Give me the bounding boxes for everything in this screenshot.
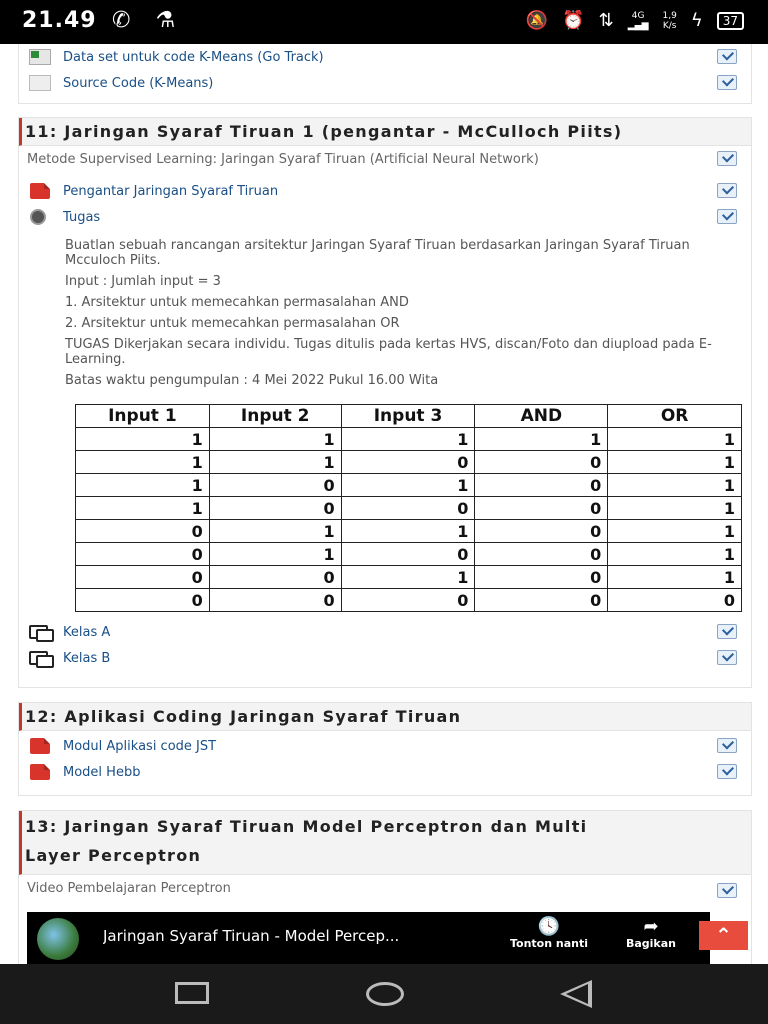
section-title: 12: Aplikasi Coding Jaringan Syaraf Tiruan xyxy=(19,703,751,731)
section-description: Metode Supervised Learning: Jaringan Syaraf Tiruan (Artificial Neural Network) xyxy=(27,151,539,167)
clock: 21.49 xyxy=(22,8,97,33)
completion-checkbox[interactable] xyxy=(717,209,737,224)
chevron-up-icon: ⌃ xyxy=(715,923,732,947)
table-cell: 0 xyxy=(209,497,341,520)
completion-checkbox[interactable] xyxy=(717,764,737,779)
table-cell: 0 xyxy=(475,497,608,520)
signal-icon: ▂▄▆ xyxy=(627,20,649,31)
table-cell: 0 xyxy=(608,589,742,612)
table-cell: 1 xyxy=(209,543,341,566)
table-row xyxy=(76,566,742,589)
truth-table xyxy=(75,404,742,612)
table-cell: 0 xyxy=(209,589,341,612)
completion-checkbox[interactable] xyxy=(717,75,737,90)
activity-link[interactable]: Data set untuk code K-Means (Go Track) xyxy=(63,49,324,65)
table-cell: 0 xyxy=(341,497,475,520)
task-paragraph: TUGAS Dikerjakan secara individu. Tugas ditulis pada kertas HVS, discan/Foto dan diupload pada E-Learning. xyxy=(65,337,712,367)
completion-checkbox[interactable] xyxy=(717,183,737,198)
video-title[interactable]: Jaringan Syaraf Tiruan - Model Percep... xyxy=(103,927,400,945)
activity-model-hebb[interactable] xyxy=(19,759,751,785)
table-body xyxy=(76,428,742,612)
flask-icon: ⚗ xyxy=(155,8,176,33)
table-row xyxy=(76,474,742,497)
task-paragraph: 1. Arsitektur untuk memecahkan permasalahan AND xyxy=(65,295,409,310)
share-button[interactable] xyxy=(615,916,687,950)
watch-later-button[interactable] xyxy=(499,916,599,950)
speed-value: 1,9 xyxy=(662,10,677,21)
embedded-video[interactable] xyxy=(27,912,710,964)
table-header-row xyxy=(76,405,742,428)
column-header: Input 1 xyxy=(76,405,210,428)
table-cell: 1 xyxy=(76,474,210,497)
table-cell: 0 xyxy=(475,589,608,612)
table-cell: 1 xyxy=(341,566,475,589)
charging-icon: ϟ xyxy=(690,10,703,31)
table-cell: 1 xyxy=(608,520,742,543)
section-12 xyxy=(18,702,752,796)
forum-icon xyxy=(28,624,52,640)
section-summary xyxy=(19,146,751,172)
pdf-icon xyxy=(30,183,50,199)
completion-checkbox[interactable] xyxy=(717,650,737,665)
whatsapp-icon: ✆ xyxy=(112,8,131,33)
table-cell: 0 xyxy=(341,451,475,474)
table-cell: 1 xyxy=(608,428,742,451)
table-row xyxy=(76,543,742,566)
table-cell: 1 xyxy=(209,451,341,474)
table-cell: 0 xyxy=(475,451,608,474)
clock-icon: 🕓 xyxy=(537,916,561,937)
table-cell: 1 xyxy=(76,497,210,520)
completion-checkbox[interactable] xyxy=(717,151,737,166)
status-bar xyxy=(0,0,768,44)
column-header: Input 2 xyxy=(209,405,341,428)
forum-kelas-a[interactable] xyxy=(19,619,751,645)
share-label: Bagikan xyxy=(625,937,677,950)
table-cell: 1 xyxy=(76,451,210,474)
table-cell: 0 xyxy=(209,566,341,589)
table-cell: 0 xyxy=(475,474,608,497)
table-cell: 0 xyxy=(209,474,341,497)
table-cell: 1 xyxy=(209,428,341,451)
battery-level: 37 xyxy=(717,12,744,30)
activity-link[interactable]: Kelas B xyxy=(63,650,111,666)
completion-checkbox[interactable] xyxy=(717,624,737,639)
table-row xyxy=(76,451,742,474)
file-icon xyxy=(29,75,51,91)
back-button[interactable] xyxy=(560,980,592,1008)
activity-link[interactable]: Kelas A xyxy=(63,624,111,640)
navigation-bar xyxy=(0,964,768,1024)
table-cell: 0 xyxy=(475,520,608,543)
task-paragraph: Batas waktu pengumpulan : 4 Mei 2022 Pukul 16.00 Wita xyxy=(65,373,439,388)
table-cell: 0 xyxy=(76,589,210,612)
task-paragraph: Input : Jumlah input = 3 xyxy=(65,274,221,289)
table-cell: 0 xyxy=(341,543,475,566)
alarm-icon: ⏰ xyxy=(562,10,585,31)
activity-link[interactable]: Modul Aplikasi code JST xyxy=(63,738,217,754)
scroll-to-top-button[interactable] xyxy=(699,921,748,950)
mute-icon: 🔕 xyxy=(525,10,549,31)
table-cell: 1 xyxy=(608,497,742,520)
activity-link[interactable]: Tugas xyxy=(63,209,101,225)
section-title: 11: Jaringan Syaraf Tiruan 1 (pengantar - McCulloch Piits) xyxy=(19,118,751,146)
table-cell: 1 xyxy=(475,428,608,451)
activity-pengantar[interactable] xyxy=(19,178,751,204)
spreadsheet-icon xyxy=(29,49,51,65)
activity-link[interactable]: Model Hebb xyxy=(63,764,141,780)
table-cell: 1 xyxy=(608,566,742,589)
table-cell: 1 xyxy=(608,543,742,566)
table-cell: 1 xyxy=(608,474,742,497)
table-cell: 1 xyxy=(341,428,475,451)
forum-icon xyxy=(28,650,52,666)
table-cell: 1 xyxy=(209,520,341,543)
table-row xyxy=(76,428,742,451)
task-description xyxy=(19,238,751,388)
share-icon: ➦ xyxy=(643,916,659,937)
table-cell: 1 xyxy=(608,451,742,474)
activity-source-code[interactable] xyxy=(19,70,751,96)
table-cell: 1 xyxy=(76,428,210,451)
recent-apps-button[interactable] xyxy=(175,982,209,1004)
activity-link[interactable]: Source Code (K-Means) xyxy=(63,75,214,91)
column-header: AND xyxy=(475,405,608,428)
section-title xyxy=(19,811,751,875)
forum-kelas-b[interactable] xyxy=(19,645,751,671)
course-content[interactable] xyxy=(0,44,768,964)
data-transfer-icon: ⇅ xyxy=(598,10,614,31)
speed-unit: K/s xyxy=(662,20,677,31)
table-cell: 1 xyxy=(341,520,475,543)
network-type: 4G xyxy=(631,10,645,21)
section-description: Video Pembelajaran Perceptron xyxy=(27,880,231,896)
table-cell: 0 xyxy=(475,566,608,589)
completion-checkbox[interactable] xyxy=(717,883,737,898)
pdf-icon xyxy=(30,764,50,780)
section-title-line: 13: Jaringan Syaraf Tiruan Model Perceptron dan Multi xyxy=(25,817,588,836)
activity-modul-jst[interactable] xyxy=(19,733,751,759)
table-cell: 0 xyxy=(76,543,210,566)
pdf-icon xyxy=(30,738,50,754)
table-row xyxy=(76,497,742,520)
table-row xyxy=(76,589,742,612)
channel-avatar[interactable] xyxy=(37,918,79,960)
table-cell: 0 xyxy=(76,566,210,589)
task-paragraph: Buatlan sebuah rancangan arsitektur Jaringan Syaraf Tiruan berdasarkan Jaringan Syaraf Tiruan Mcculoch Piits. xyxy=(65,238,690,268)
assignment-icon xyxy=(30,209,50,225)
section-summary xyxy=(19,875,751,901)
activity-tugas[interactable] xyxy=(19,204,751,230)
activity-dataset[interactable] xyxy=(19,44,751,70)
table-cell: 0 xyxy=(475,543,608,566)
column-header: Input 3 xyxy=(341,405,475,428)
column-header: OR xyxy=(608,405,742,428)
table-cell: 0 xyxy=(341,589,475,612)
section-title-line: Layer Perceptron xyxy=(25,846,202,865)
completion-checkbox[interactable] xyxy=(717,738,737,753)
table-row xyxy=(76,520,742,543)
task-paragraph: 2. Arsitektur untuk memecahkan permasalahan OR xyxy=(65,316,400,331)
section-kmeans xyxy=(18,44,752,104)
table-cell: 1 xyxy=(341,474,475,497)
home-button[interactable] xyxy=(366,982,404,1006)
table-cell: 0 xyxy=(76,520,210,543)
watch-later-label: Tonton nanti xyxy=(509,937,589,950)
completion-checkbox[interactable] xyxy=(717,49,737,64)
activity-link[interactable]: Pengantar Jaringan Syaraf Tiruan xyxy=(63,183,279,199)
